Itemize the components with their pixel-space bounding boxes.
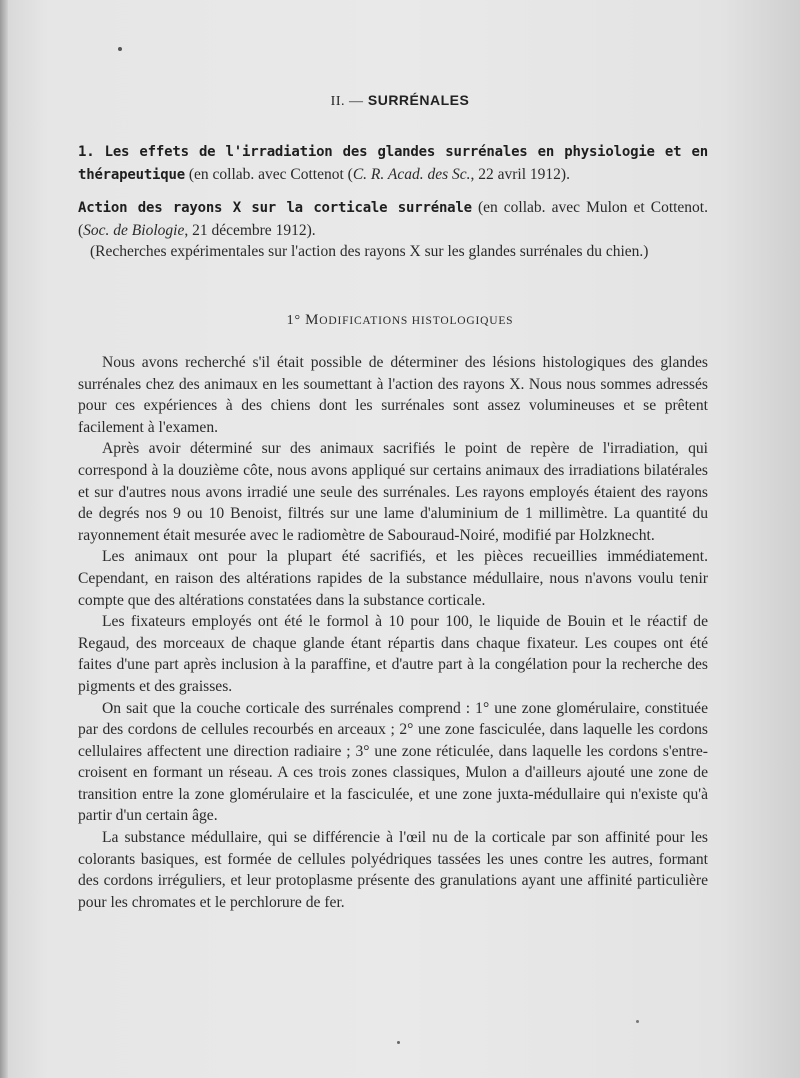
speck-mark — [397, 1041, 400, 1044]
bibliography-entry-2 — [78, 197, 708, 263]
entry-journal: Soc. de Biologie — [83, 221, 185, 239]
entry-journal: C. R. Acad. des Sc. — [352, 165, 471, 183]
entry-date: , 21 décembre 1912). — [184, 221, 316, 239]
entry-note: (Recherches expérimentales sur l'action des rayons X sur les glandes surrénales du chien.) — [90, 243, 649, 260]
speck-mark — [636, 1020, 639, 1023]
section-heading — [0, 312, 800, 329]
speck-mark — [118, 47, 122, 51]
section-title-rest: ODIFICATIONS HISTOLOGIQUES — [319, 315, 514, 327]
chapter-number: II. — — [330, 94, 364, 109]
section-title-initial: M — [305, 312, 320, 328]
paragraph: On sait que la couche corticale des surrénales comprend : 1° une zone glomérulaire, constituée par des cordons de cellules recourbés en arceaux ; 2° une zone fasciculée, dans laquelle les cordons cellulaires affectent une direction radiaire ; 3° une zone réticulée, dans laquelle les cordons s'entre-croisent en formant un réseau. A ces trois zones classiques, Mulon a d'ailleurs ajouté une zone de transition entre la zone glomérulaire et la fasciculée, et une zone juxta-médullaire qui n'existe qu'à partir d'un certain âge. — [78, 699, 708, 825]
chapter-title: SURRÉNALES — [367, 92, 470, 108]
section-number: 1° — [286, 313, 301, 328]
paragraph: La substance médullaire, qui se différencie à l'œil nu de la corticale par son affinité pour les colorants basiques, est formée de cellules polyédriques tassées les unes contre les autres, formant des cordons irréguliers, et leur protoplasme présente des granulations ayant une affinité particulière pour les chromates et le perchlorure de fer. — [78, 829, 708, 911]
paragraph: Les fixateurs employés ont été le formol à 10 pour 100, le liquide de Bouin et le réactif de Regaud, des morceaux de chaque glande étant répartis dans chaque fixateur. Les coupes ont été faites d'une part après inclusion à la paraffine, et d'autre part à la congélation pour la recherche des pigments et des graisses. — [78, 613, 708, 695]
entry-citation: (en collab. avec Mulon et Cottenot. ( — [78, 199, 708, 239]
entry-title: Action des rayons X sur la corticale surrénale — [78, 200, 472, 216]
entry-citation: (en collab. avec Cottenot ( — [184, 165, 353, 183]
page-spine-shadow — [0, 0, 8, 1078]
entry-title: 1. Les effets de l'irradiation des glandes surrénales en physiologie et en thérapeutique — [78, 144, 708, 183]
paragraph: Après avoir déterminé sur des animaux sacrifiés le point de repère de l'irradiation, qui correspond à la douzième côte, nous avons appliqué sur certains animaux des irradiations bilatérales et sur d'autres nous avons irradié une seule des surrénales. Les rayons employés étaient des rayons de degrés nos 9 ou 10 Benoist, filtrés sur une lame d'aluminium de 1 millimètre. La quantité du rayonnement était mesurée avec le radiomètre de Sabouraud-Noiré, modifié par Holzknecht. — [78, 440, 708, 544]
entry-date: , 22 avril 1912). — [470, 165, 570, 183]
paragraph: Nous avons recherché s'il était possible de déterminer des lésions histologiques des glandes surrénales chez des animaux en les soumettant à l'action des rayons X. Nous nous sommes adressés pour ces expériences à des chiens dont les surrénales sont assez volumineuses et se prêtent facilement à l'examen. — [78, 354, 708, 436]
paragraph: Les animaux ont pour la plupart été sacrifiés, et les pièces recueillies immédiatement. Cependant, en raison des altérations rapides de la substance médullaire, nous n'avons voulu tenir compte que des altérations constatées dans la substance corticale. — [78, 548, 708, 609]
chapter-heading — [0, 92, 800, 110]
bibliography-entry-1 — [78, 141, 708, 186]
body-text — [78, 352, 708, 913]
